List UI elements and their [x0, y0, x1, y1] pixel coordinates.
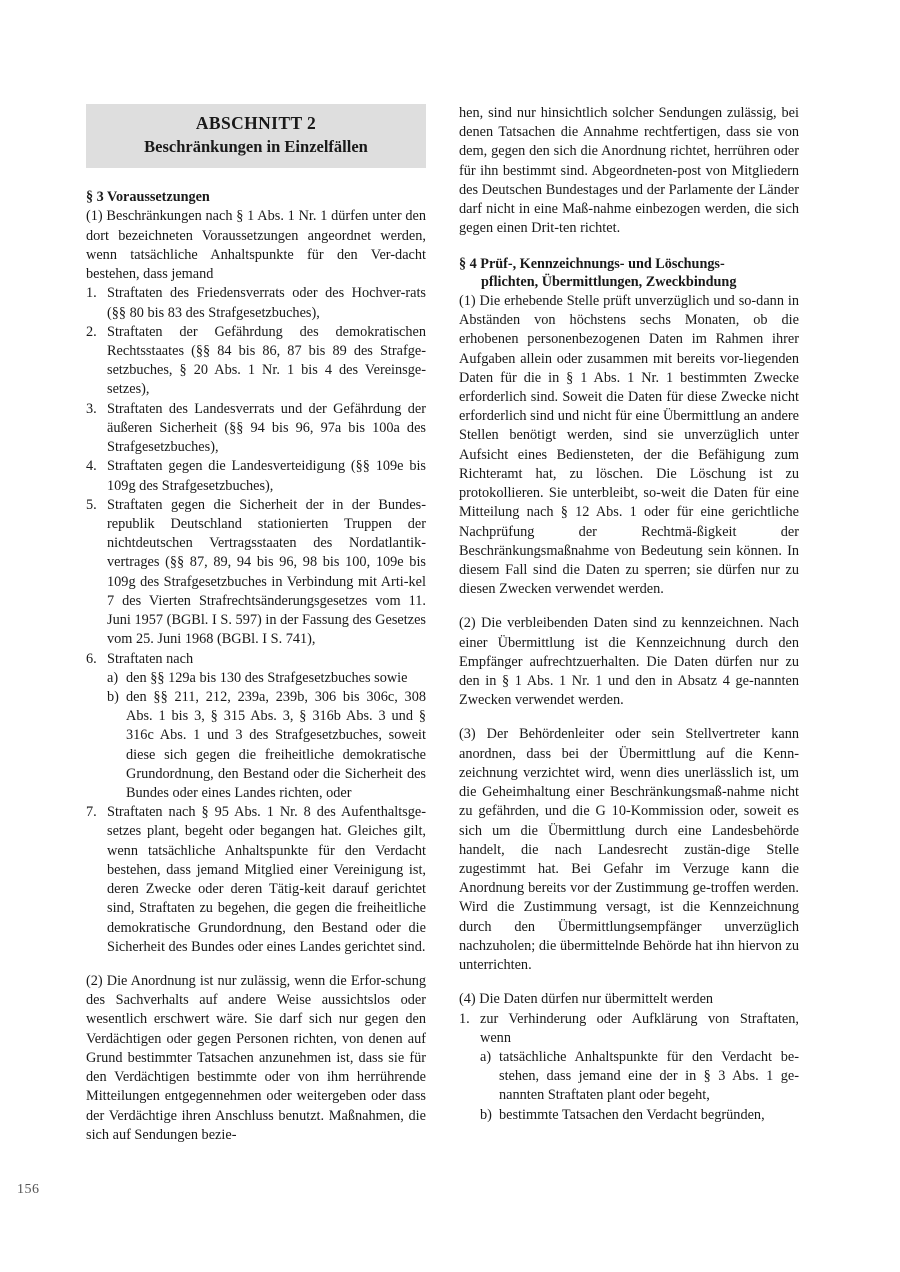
paragraph-4-heading	[459, 255, 799, 291]
list-item	[86, 284, 426, 322]
paragraph-4-heading-line2: pflichten, Übermittlungen, Zweckbindung	[481, 273, 737, 290]
paragraph-4-sublist	[459, 1048, 799, 1125]
paragraph-3-sublist	[86, 669, 426, 804]
sub-list-text: tatsächliche Anhaltspunkte für den Verdacht be-stehen, dass jemand eine der in § 3 Abs. 1 ge-nannten Straftaten plant oder begeht,	[499, 1048, 799, 1104]
list-marker: 1.	[459, 1010, 470, 1027]
section-banner	[86, 104, 426, 168]
paragraph-3-list	[86, 284, 426, 957]
paragraph-3-absatz-2: (2) Die Anordnung ist nur zulässig, wenn die Erfor-schung des Sachverhalts auf andere Weise aussichtslos oder wesentlich erschwert wäre. Sie darf sich nur gegen den Verdächtigen oder gegen Personen richten, von denen auf Grund bestimmter Tatsachen anzunehmen ist, dass sie für den Verdächtigen bestimmte oder von ihm herrührende Mitteilungen entgegennehmen oder weitergeben oder dass der Verdächtige ihren Anschluss benutzt. Maßnahmen, die sich auf Sendungen bezie-	[86, 973, 426, 1143]
sub-list-item	[480, 1048, 799, 1106]
sub-list-item	[107, 688, 426, 803]
list-item	[86, 496, 426, 650]
paragraph-4-absatz-3: (3) Der Behördenleiter oder sein Stellvertreter kann anordnen, dass bei der Übermittlung auf die Kenn-zeichnung verzichtet wird, wenn dies unerlässlich ist, um die Geheimhaltung einer Beschränkungsmaß-nahme nicht zu gefährden, und die G 10-Kommission oder, soweit es sich um die Übermittlung durch eine Landesbehörde handelt, die nach Landesrecht zustän-dige Stelle zugestimmt hat. Bei Gefahr im Verzuge kann die Anordnung bereits vor der Zustimmung ge-troffen werden. Wird die Zustimmung versagt, ist die Kennzeichnung durch den Übermittlungsempfänger unverzüglich nachzuholen; die übermittelnde Behörde hat ihn hiervon zu unterrichten.	[459, 726, 799, 974]
list-marker: 6.	[86, 650, 97, 667]
left-column	[86, 104, 426, 1145]
list-text: Straftaten nach	[107, 650, 194, 667]
list-item	[86, 803, 426, 957]
list-text: Straftaten gegen die Landesverteidigung (§§ 109e bis 109g des Strafgesetzbuches),	[107, 458, 426, 494]
sub-list-item	[480, 1106, 799, 1125]
list-text: Straftaten des Landesverrats und der Gefährdung der äußeren Sicherheit (§§ 94 bis 96, 97a bis 100a des Strafgesetzbuches),	[107, 400, 426, 456]
sub-list-marker: b)	[107, 688, 119, 705]
page-number: 156	[17, 1182, 40, 1197]
sub-list-text: den §§ 129a bis 130 des Strafgesetzbuches sowie	[126, 669, 408, 686]
right-column	[459, 104, 799, 1145]
section-banner-title: Beschränkungen in Einzelfällen	[144, 136, 368, 156]
sub-list-text: den §§ 211, 212, 239a, 239b, 306 bis 306c, 308 Abs. 1 bis 3, § 315 Abs. 3, § 316b Abs. 3 und § 316c Abs. 1 und 3 des Strafgesetzbuches, soweit diese sich gegen die freiheitliche demokratische Grundordnung, den Bestand oder die Sicherheit des Bundes oder eines Landes richten, oder	[126, 688, 426, 802]
list-text: zur Verhinderung oder Aufklärung von Straftaten, wenn	[480, 1010, 799, 1046]
continuation-text: hen, sind nur hinsichtlich solcher Sendungen zulässig, bei denen Tatsachen die Annahme rechtfertigen, dass sie von dem, gegen den sich die Anordnung richtet, herrühren oder für ihn bestimmt sind. Abgeordneten-post von Mitgliedern des Deutschen Bundestages und der Parlamente der Länder darf nicht in eine Maß-nahme einbezogen werden, die sich gegen einen Drit-ten richtet.	[459, 105, 799, 237]
list-item	[86, 323, 426, 400]
sub-list-marker: a)	[480, 1048, 492, 1065]
list-marker: 4.	[86, 458, 97, 475]
paragraph-4-heading-line1: § 4 Prüf-, Kennzeichnungs- und Löschungs-	[459, 255, 725, 272]
list-text: Straftaten der Gefährdung des demokratischen Rechtsstaates (§§ 84 bis 86, 87 bis 89 des Strafge-setzbuches, § 20 Abs. 1 Nr. 1 bis 4 des Vereinsge-setzes),	[107, 323, 426, 398]
list-marker: 5.	[86, 496, 97, 513]
section-banner-number: ABSCHNITT 2	[195, 113, 317, 133]
paragraph-4-absatz-1: (1) Die erhebende Stelle prüft unverzüglich und so-dann in Abständen von höchstens sechs Monaten, ob die erhobenen personenbezogenen Daten im Rahmen ihrer Aufgaben allein oder zusammen mit bereits vor-liegenden Daten für die in § 1 Abs. 1 Nr. 1 bestimmten Zwecke erforderlich sind. Soweit die Daten für diese Zwecke nicht erforderlich sind und nicht für eine Übermittlung an andere Stellen benötigt werden, sind sie unverzüglich unter Aufsicht eines Bediensteten, der die Befähigung zum Richteramt hat, zu löschen. Die Löschung ist zu protokollieren. Sie unterbleibt, so-weit die Daten für eine Mitteilung nach § 12 Abs. 1 oder für eine gerichtliche Nachprüfung der Rechtmä-ßigkeit der Beschränkungsmaßnahme von Bedeutung sein können. In diesem Fall sind die Daten zu sperren; sie dürfen nur zu diesen Zwecken verwendet werden.	[459, 292, 799, 598]
two-column-layout	[86, 104, 814, 1145]
paragraph-4-absatz-2: (2) Die verbleibenden Daten sind zu kennzeichnen. Nach einer Übermittlung ist die Kennzeichnung durch den Empfänger aufrechtzuerhalten. Die Daten dürfen nur zu den in § 1 Abs. 1 Nr. 1 und den in Absatz 4 ge-nannten Zwecken verwendet werden.	[459, 615, 799, 709]
list-text: Straftaten nach § 95 Abs. 1 Nr. 8 des Aufenthaltsge-setzes plant, begeht oder begangen hat. Gleiches gilt, wenn tatsächliche Anhaltspunkte für den Verdacht bestehen, dass jemand Mitglied einer Vereinigung ist, deren Zwecke oder deren Tätig-keit darauf gerichtet sind, Straftaten zu begehen, die gegen die freiheitliche demokratische Grundordnung, den Bestand oder die Sicherheit des Bundes oder eines Landes gerichtet sind.	[107, 804, 426, 955]
list-text: Straftaten des Friedensverrats oder des Hochver-rats (§§ 80 bis 83 des Strafgesetzbuches),	[107, 285, 426, 321]
list-text: Straftaten gegen die Sicherheit der in der Bundes-republik Deutschland stationierten Truppen der nichtdeutschen Vertragsstaaten des Nordatlantik-vertrages (§§ 87, 89, 94 bis 96, 98 bis 100, 109e bis 109g des Strafgesetzbuches in Verbindung mit Arti-kel 7 des Vierten Strafrechtsänderungsgesetzes vom 11. Juni 1957 (BGBl. I S. 597) in der Fassung des Gesetzes vom 25. Juni 1968 (BGBl. I S. 741),	[107, 496, 426, 648]
sub-list-marker: a)	[107, 669, 119, 686]
paragraph-3-heading: § 3 Voraussetzungen	[86, 189, 210, 206]
list-item	[459, 1010, 799, 1048]
list-marker: 7.	[86, 804, 97, 821]
paragraph-4-absatz-4-intro: (4) Die Daten dürfen nur übermittelt werden	[459, 991, 714, 1008]
list-marker: 1.	[86, 285, 97, 302]
paragraph-3-intro: (1) Beschränkungen nach § 1 Abs. 1 Nr. 1 dürfen unter den dort bezeichneten Voraussetzungen angeordnet werden, wenn tatsächliche Anhaltspunkte für den Ver-dacht bestehen, dass jemand	[86, 208, 426, 283]
sub-list-text: bestimmte Tatsachen den Verdacht begründen,	[499, 1106, 765, 1123]
list-item	[86, 650, 426, 669]
sub-list-marker: b)	[480, 1106, 492, 1123]
list-marker: 2.	[86, 323, 97, 340]
paragraph-4-list	[459, 1010, 799, 1125]
list-marker: 3.	[86, 400, 97, 417]
sub-list-item	[107, 669, 426, 688]
list-item	[86, 400, 426, 458]
list-item	[86, 457, 426, 495]
